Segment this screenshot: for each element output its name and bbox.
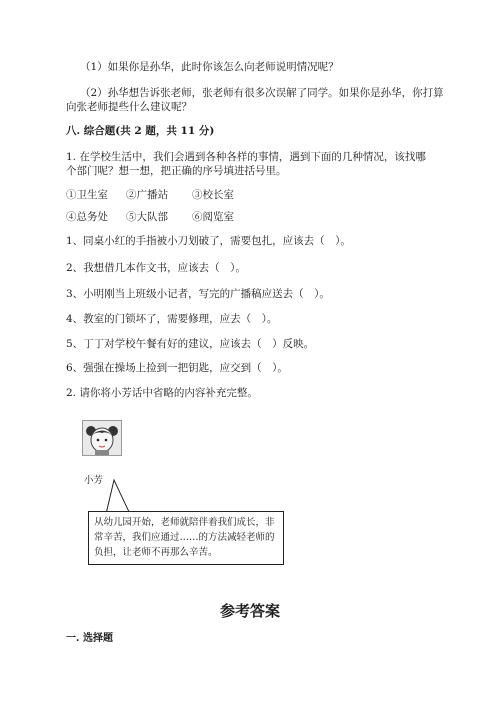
avatar-name-label: 小芳	[84, 475, 104, 486]
question-sub-1: （1）如果你是孙华，此时你该怎么向老师说明情况呢？	[80, 61, 339, 73]
option-5: ⑤大队部	[126, 211, 168, 223]
fill-item-2: 2、我想借几本作文书，应该去（ ）。	[66, 262, 246, 274]
question-8-2: 2. 请你将小芳话中省略的内容补充完整。	[66, 387, 258, 399]
option-1: ①卫生室	[66, 189, 108, 201]
fill-item-1: 1、同桌小红的手指被小刀划破了，需要包扎，应该去（ ）。	[66, 235, 351, 247]
fill-item-4: 4、教室的门锁坏了，需要修理，应去（ ）。	[66, 313, 278, 325]
girl-avatar-image	[82, 420, 122, 456]
option-2: ②广播站	[126, 189, 168, 201]
fill-item-6: 6、强强在操场上捡到一把钥匙，应交到（ ）。	[66, 362, 288, 374]
option-3: ③校长室	[192, 189, 234, 201]
question-8-1-line1: 1. 在学校生活中，我们会遇到各种各样的事情，遇到下面的几种情况，该找哪	[66, 151, 426, 163]
speech-bubble	[88, 511, 284, 565]
option-4: ④总务处	[66, 211, 108, 223]
answer-title: 参考答案	[219, 602, 280, 620]
question-sub-2-line2: 向张老师提些什么建议呢？	[66, 101, 192, 113]
option-6: ⑥阅览室	[192, 211, 234, 223]
answer-section-1: 一. 选择题	[66, 633, 113, 644]
speech-bubble-tail	[96, 480, 136, 514]
fill-item-5: 5、丁丁对学校午餐有好的建议，应该去（ ）反映。	[66, 338, 315, 350]
girl-face-icon	[83, 421, 121, 455]
speech-bubble-text: 从幼儿园开始，老师就陪伴着我们成长，非常辛苦，我们应通过……的方法减轻老师的负担，让老师不再那么辛苦。	[94, 517, 275, 558]
question-sub-2-line1: （2）孙华想告诉张老师，张老师有很多次误解了同学。如果你是孙华，你打算	[80, 87, 444, 99]
question-8-1-line2: 个部门呢？想一想，把正确的序号填进括号里。	[66, 165, 287, 177]
fill-item-3: 3、小明刚当上班级小记者，写完的广播稿应送去（ ）。	[66, 288, 330, 300]
section-8-heading: 八. 综合题(共 2 题，共 11 分)	[66, 125, 215, 137]
